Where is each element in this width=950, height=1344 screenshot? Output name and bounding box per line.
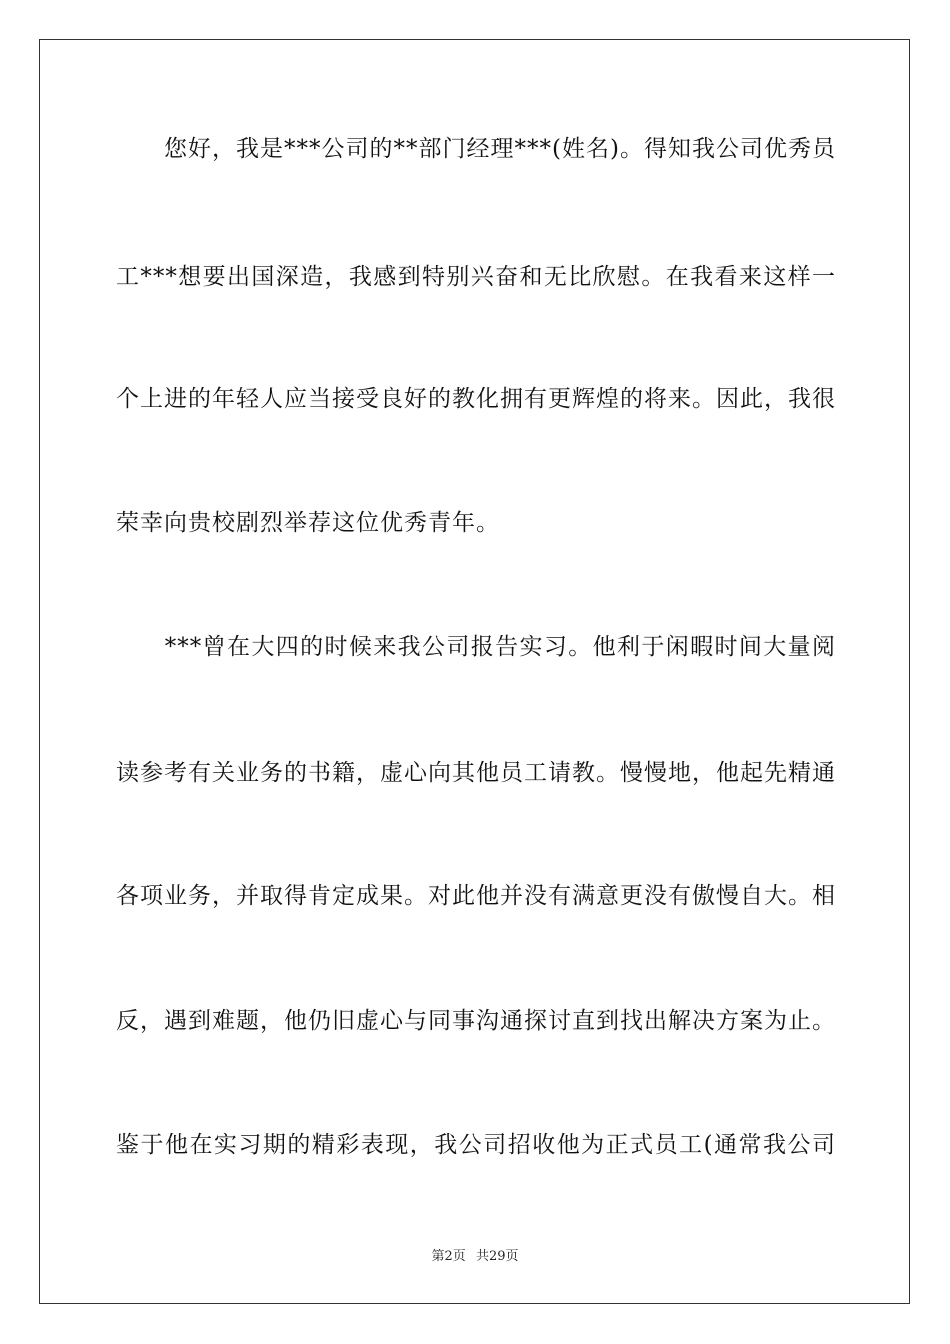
paragraph-2-line-1: ***曾在大四的时候来我公司报告实习。他利于闲暇时间大量阅 — [116, 634, 836, 660]
paragraph-2-line-2: 读参考有关业务的书籍，虚心向其他员工请教。慢慢地，他起先精通 — [116, 760, 836, 786]
paragraph-1-line-4: 荣幸向贵校剧烈举荐这位优秀青年。 — [116, 510, 500, 536]
paragraph-1-line-3: 个上进的年轻人应当接受良好的教化拥有更辉煌的将来。因此，我很 — [116, 386, 836, 412]
paragraph-2-line-3: 各项业务，并取得肯定成果。对此他并没有满意更没有傲慢自大。相 — [116, 883, 836, 909]
total-pages: 共29页 — [475, 1249, 519, 1264]
paragraph-2-line-4: 反，遇到难题，他仍旧虚心与同事沟通探讨直到找出解决方案为止。 — [116, 1008, 836, 1034]
page-number: 第2页 — [431, 1249, 466, 1264]
page-footer — [0, 1248, 950, 1266]
paragraph-1-line-1: 您好，我是***公司的**部门经理***(姓名)。得知我公司优秀员 — [116, 136, 836, 162]
paragraph-1-line-2: 工***想要出国深造，我感到特别兴奋和无比欣慰。在我看来这样一 — [116, 264, 836, 290]
page-border — [39, 39, 910, 1304]
paragraph-2-line-5: 鉴于他在实习期的精彩表现，我公司招收他为正式员工(通常我公司 — [116, 1132, 836, 1158]
